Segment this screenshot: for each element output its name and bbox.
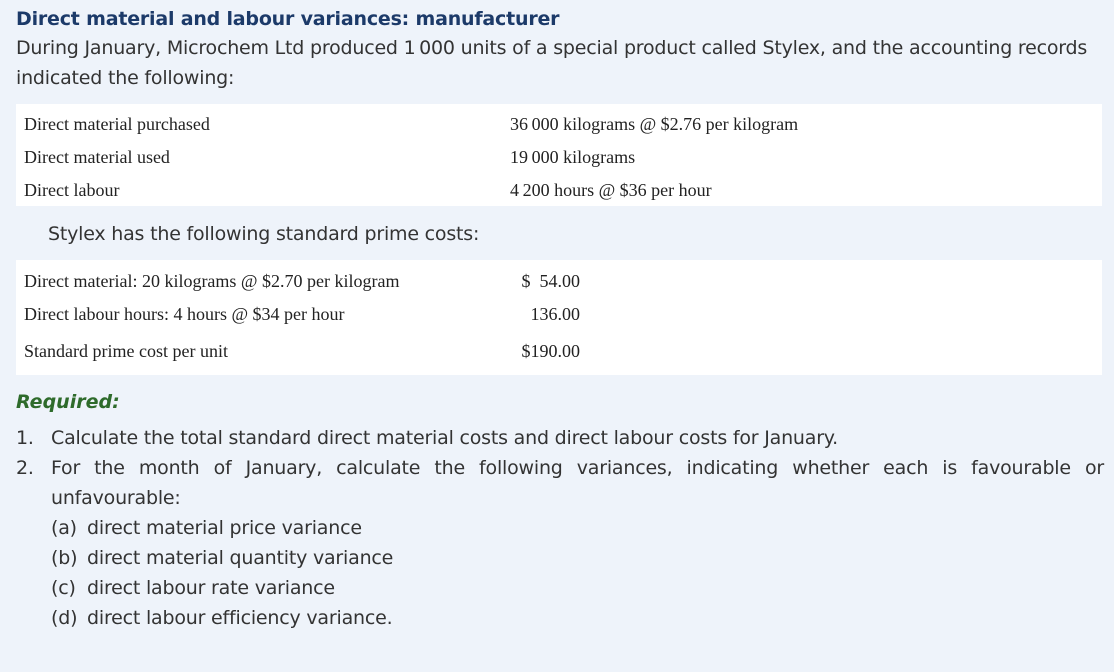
question-number: 1. [16,427,34,449]
standard-costs-intro: Stylex has the following standard prime costs: [48,223,480,245]
row-value: 19 000 kilograms [510,147,636,167]
table-row [16,141,1102,174]
sub-question-text: direct labour rate variance [87,577,335,599]
sub-question-text: direct labour efficiency variance. [87,607,393,629]
row-label: Direct labour [24,180,120,200]
exercise-heading: Direct material and labour variances: manufacturer [16,8,560,30]
table-row [16,174,1102,207]
exercise-intro: During January, Microchem Ltd produced 1 000 units of a special product called Stylex, and the accounting records indicated the following: [16,37,1088,89]
sub-question-text: direct material quantity variance [87,547,394,569]
table-row [16,298,1102,331]
sub-question-label: (a) [51,517,77,539]
actuals-table [16,104,1102,206]
sub-question-label: (d) [51,607,78,629]
sub-question-label: (c) [51,577,76,599]
list-item [51,543,1104,573]
list-item [51,513,1104,543]
row-value: 36 000 kilograms @ $2.76 per kilogram [510,114,799,134]
list-item [51,603,1104,633]
sub-question-label: (b) [51,547,78,569]
row-amount: $190.00 [521,340,580,361]
sub-question-list [51,513,1104,633]
list-item [16,453,1104,633]
required-heading: Required: [16,391,120,413]
list-item [51,573,1104,603]
table-row [16,265,1102,298]
row-label: Direct material purchased [24,114,210,134]
table-row [16,108,1102,141]
row-label: Direct material used [24,147,170,167]
question-text: Calculate the total standard direct material costs and direct labour costs for January. [51,427,838,449]
row-value: 4 200 hours @ $36 per hour [510,180,712,200]
question-number: 2. [16,457,34,479]
row-label: Direct labour hours: 4 hours @ $34 per hour [24,304,345,324]
row-amount: $ 54.00 [521,271,580,291]
row-label: Direct material: 20 kilograms @ $2.70 per kilogram [24,271,400,291]
list-item [16,423,1104,453]
standard-costs-table [16,260,1102,375]
sub-question-text: direct material price variance [87,517,362,539]
row-label: Standard prime cost per unit [24,340,228,361]
row-amount: 136.00 [530,304,580,324]
table-row-total [16,331,1102,371]
question-text: For the month of January, calculate the following variances, indicating whether each is favourable or unfavourable: [51,457,1104,509]
question-list [16,423,1114,633]
